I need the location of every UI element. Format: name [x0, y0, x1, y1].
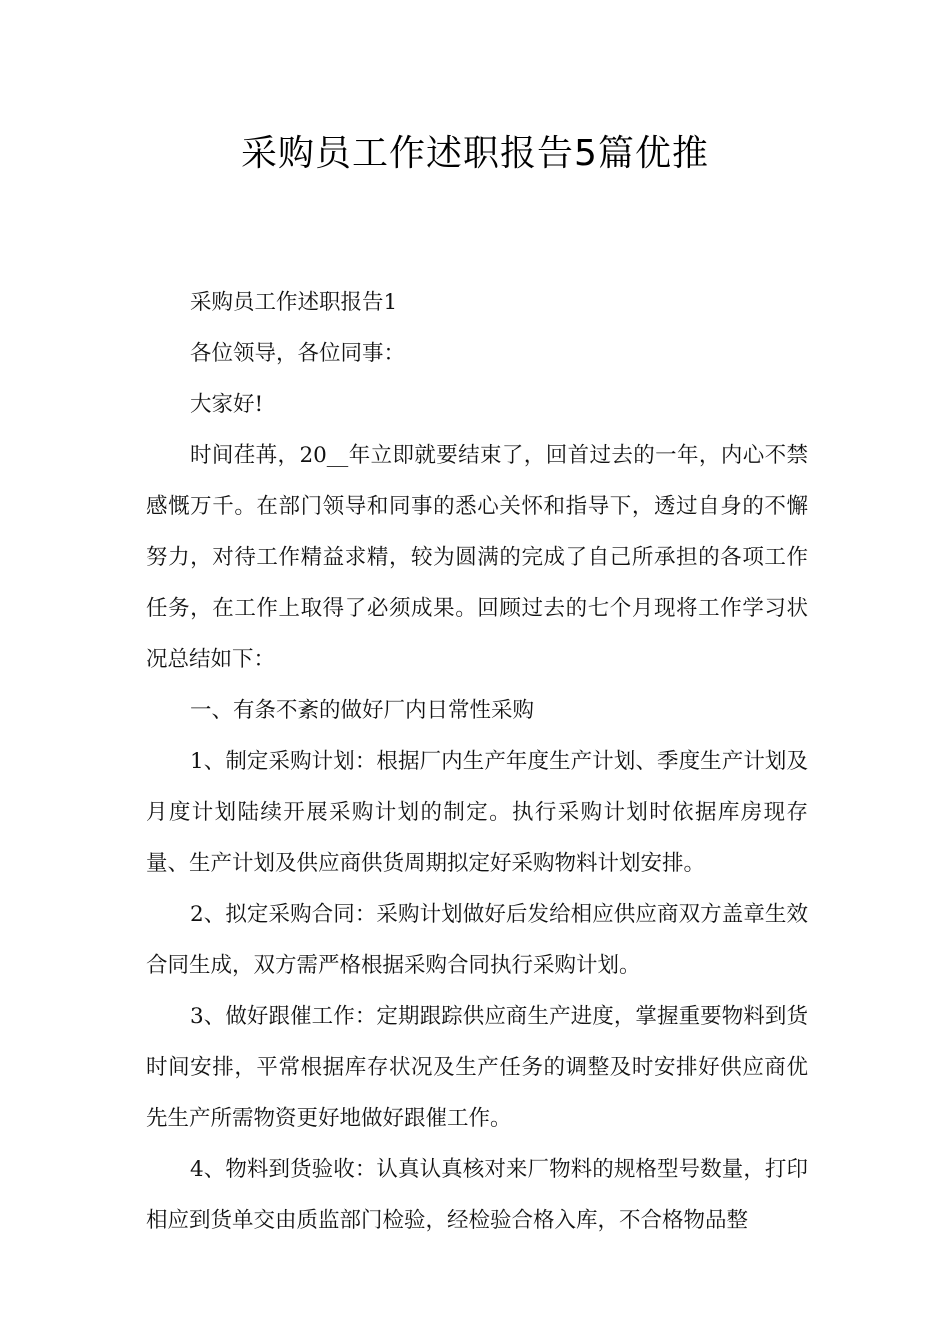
report-heading: 采购员工作述职报告1 [190, 290, 398, 315]
list-item: 1、制定采购计划：根据厂内生产年度生产计划、季度生产计划及月度计划陆续开展采购计划的制定。执行采购计划时依据库房现存量、生产计划及供应商供货周期拟定好采购物料计划安排。 [146, 749, 808, 876]
list-item: 4、物料到货验收：认真认真核对来厂物料的规格型号数量，打印相应到货单交由质监部门检验，经检验合格入库，不合格物品整 [146, 1157, 808, 1233]
section-heading: 一、有条不紊的做好厂内日常性采购 [190, 698, 535, 723]
document-body [146, 277, 808, 1246]
document-title: 采购员工作述职报告5篇优推 [241, 133, 709, 174]
greeting: 大家好! [190, 392, 264, 417]
list-item: 3、做好跟催工作：定期跟踪供应商生产进度，掌握重要物料到货时间安排，平常根据库存状况及生产任务的调整及时安排好供应商优先生产所需物资更好地做好跟催工作。 [146, 1004, 808, 1131]
intro-paragraph: 时间荏苒，20__年立即就要结束了，回首过去的一年，内心不禁感慨万千。在部门领导和同事的悉心关怀和指导下，透过自身的不懈努力，对待工作精益求精，较为圆满的完成了自己所承担的各项工作任务，在工作上取得了必须成果。回顾过去的七个月现将工作学习状况总结如下： [146, 443, 808, 672]
list-item: 2、拟定采购合同：采购计划做好后发给相应供应商双方盖章生效合同生成，双方需严格根据采购合同执行采购计划。 [146, 902, 808, 978]
salutation: 各位领导，各位同事： [190, 341, 406, 366]
